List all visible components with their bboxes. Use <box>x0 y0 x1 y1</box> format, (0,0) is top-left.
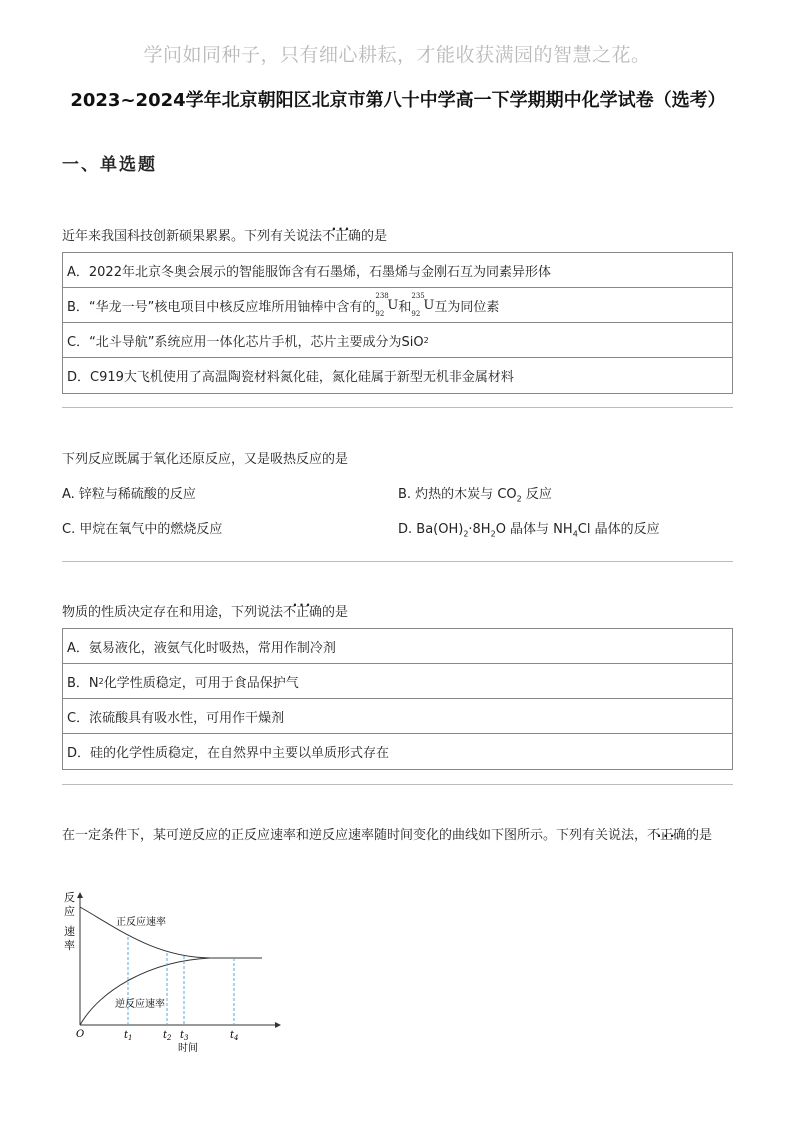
emphasis-text: 不正确 ··· <box>322 229 361 244</box>
formula-part: D. Ba(OH) <box>398 522 464 537</box>
divider <box>62 784 733 785</box>
subscript: 2 <box>490 529 496 539</box>
tick-t3: $t_3$ <box>180 1030 189 1042</box>
reverse-rate-label: 逆反应速率 <box>115 999 165 1010</box>
stem-text-end: 的是 <box>686 828 713 843</box>
option-b[interactable] <box>63 288 732 323</box>
option-a[interactable] <box>63 253 732 288</box>
option-a-text: A．2022年北京冬奥会展示的智能服饰含有石墨烯，石墨烯与金刚石互为同素异形体 <box>67 264 551 280</box>
question-3-stem <box>62 604 348 622</box>
option-b-text: B．“华龙一号”核电项目中核反应堆所用铀棒中含有的 <box>67 299 376 315</box>
section-heading: 一、单选题 <box>62 155 157 175</box>
option-d[interactable] <box>63 734 732 769</box>
option-a[interactable]: A. 锌粒与稀硫酸的反应 <box>62 487 196 502</box>
option-c[interactable]: C. 甲烷在氧气中的燃烧反应 <box>62 522 223 537</box>
element-symbol: U <box>387 297 399 313</box>
formula-part: ·8H <box>468 522 491 537</box>
tick-t4: $t_4$ <box>230 1030 239 1042</box>
option-b-text: B．N <box>67 675 99 691</box>
question-2-stem: 下列反应既属于氧化还原反应，又是吸热反应的是 <box>62 452 349 467</box>
mass-number: 238 <box>375 291 389 300</box>
element-symbol: U <box>423 297 435 313</box>
stem-text: 在一定条件下，某可逆反应的正反应速率和逆反应速率随时间变化的曲线如下图所示。下列有关说法， <box>62 828 648 843</box>
divider <box>62 407 733 408</box>
option-b-end: 反应 <box>521 487 552 502</box>
option-c-text: C．浓硫酸具有吸水性，可用作干燥剂 <box>67 710 285 726</box>
stem-text: 近年来我国科技创新硕果累累。下列有关说法 <box>62 229 323 244</box>
subscript: 2 <box>516 494 522 504</box>
option-c[interactable] <box>63 323 732 358</box>
subscript: 2 <box>98 676 104 686</box>
y-label-char: 率 <box>64 939 75 952</box>
option-d-text: D．C919大飞机使用了高温陶瓷材料氮化硅，氮化硅属于新型无机非金属材料 <box>67 370 514 385</box>
option-c-text: C．“北斗导航”系统应用一体化芯片手机，芯片主要成分为SiO <box>67 334 424 350</box>
nuclide-u235 <box>411 291 435 318</box>
atomic-number: 92 <box>375 309 385 318</box>
x-axis-label: 时间 <box>178 1043 198 1054</box>
question-1-stem <box>62 228 387 246</box>
option-a[interactable] <box>63 629 732 664</box>
reverse-rate-curve <box>80 958 210 1025</box>
emphasis-text: 不正确 ··· <box>647 828 686 843</box>
forward-rate-curve <box>80 907 262 958</box>
y-label-char: 速 <box>64 925 75 938</box>
tick-t1: $t_1$ <box>124 1030 133 1042</box>
rate-time-graph <box>60 885 300 1060</box>
stem-text: 物质的性质决定存在和用途，下列说法 <box>62 605 284 620</box>
stem-text-end: 的是 <box>361 229 388 244</box>
subscript: 2 <box>463 529 469 539</box>
question-4-stem <box>62 819 732 853</box>
atomic-number: 92 <box>411 309 421 318</box>
page-title: 2023~2024学年北京朝阳区北京市第八十中学高一下学期期中化学试卷（选考） <box>70 90 726 111</box>
option-b-end: 化学性质稳定，可用于食品保护气 <box>103 675 299 691</box>
tick-t2: $t_2$ <box>163 1030 172 1042</box>
option-b[interactable] <box>63 664 732 699</box>
option-b-end: 互为同位素 <box>434 299 500 315</box>
nuclide-u238 <box>375 291 399 318</box>
option-d-text: D．硅的化学性质稳定，在自然界中主要以单质形式存在 <box>67 746 390 761</box>
option-b-text: B. 灼热的木炭与 CO <box>398 487 517 502</box>
y-label-char: 应 <box>64 905 75 918</box>
mass-number: 235 <box>411 291 425 300</box>
option-b[interactable] <box>398 483 552 504</box>
y-label-char: 反 <box>64 891 75 904</box>
option-d[interactable] <box>63 358 732 393</box>
forward-rate-label: 正反应速率 <box>116 917 166 928</box>
question-3-options <box>62 628 733 770</box>
origin-label: O <box>76 1029 85 1040</box>
emphasis-text: 不正确 ··· <box>283 605 322 620</box>
subscript: 2 <box>423 335 429 345</box>
option-a-text: A．氨易液化，液氨气化时吸热，常用作制冷剂 <box>67 640 336 656</box>
formula-part: O 晶体与 NH <box>495 522 573 537</box>
stem-text-end: 的是 <box>322 605 349 620</box>
subscript: 4 <box>572 529 578 539</box>
option-c[interactable] <box>63 699 732 734</box>
option-b-and: 和 <box>398 299 412 315</box>
option-d[interactable] <box>398 518 660 539</box>
formula-part: Cl 晶体的反应 <box>577 522 660 537</box>
divider <box>62 561 733 562</box>
watermark: 学问如同种子，只有细心耕耘，才能收获满园的智慧之花。 <box>143 44 651 66</box>
question-1-options <box>62 252 733 394</box>
